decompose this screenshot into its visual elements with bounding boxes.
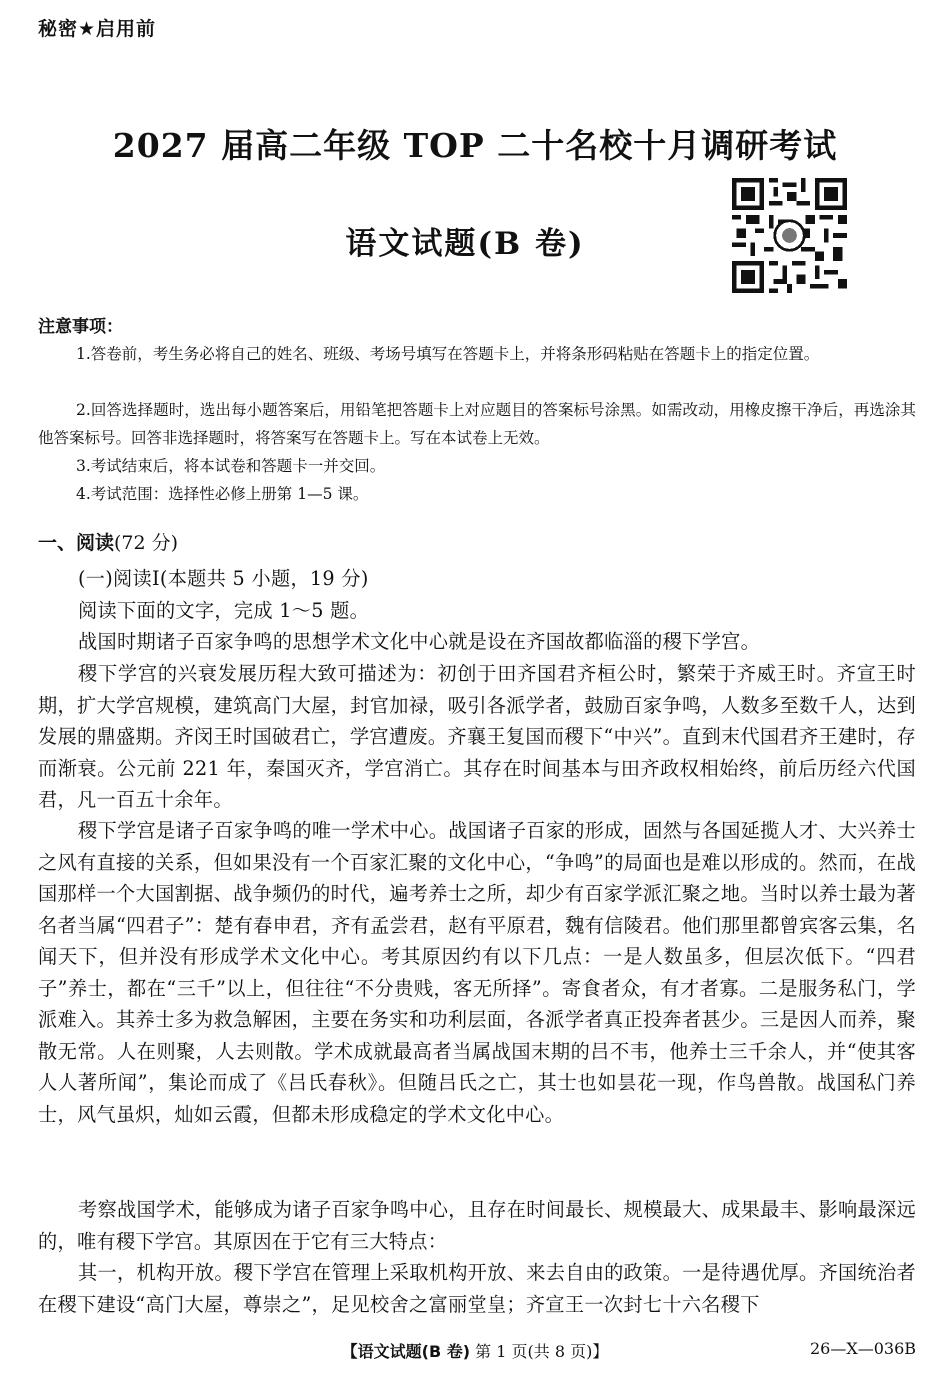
subject-title: 语文试题(B 卷) xyxy=(345,226,585,262)
section-heading xyxy=(38,528,178,555)
reading-instruction: 阅读下面的文字，完成 1～5 题。 xyxy=(78,599,370,622)
notice-item-4: 4.考试范围：选择性必修上册第 1—5 课。 xyxy=(76,485,369,503)
page-footer xyxy=(0,1339,950,1362)
paragraph-2: 稷下学宫的兴衰发展历程大致可描述为：初创于田齐国君齐桓公时，繁荣于齐威王时。齐宣王时期，扩大学宫规模，建筑高门大屋，封官加禄，吸引各派学者，鼓励百家争鸣，人数多至数千人，达到发展的鼎盛期。齐闵王时国破君亡，学宫遭废。齐襄王复国而稷下“中兴”。直到末代国君齐王建时，存而渐衰。公元前 221 年，秦国灭齐，学宫消亡。其存在时间基本与田齐政权相始终，前后历经六代国君，凡一百五十余年。 xyxy=(38,662,916,811)
notice-heading: 注意事项： xyxy=(38,317,123,337)
qr-code-icon xyxy=(732,178,847,293)
section-score: (72 分) xyxy=(114,532,179,554)
notice-item-1: 1.答卷前，考生务必将自己的姓名、班级、考场号填写在答题卡上，并将条形码粘贴在答题卡上的指定位置。 xyxy=(76,345,820,363)
section-title: 一、阅读 xyxy=(38,532,115,554)
notice-item-3: 3.考试结束后，将本试卷和答题卡一并交回。 xyxy=(76,457,386,475)
notice-item-2: 2.回答选择题时，选出每小题答案后，用铅笔把答题卡上对应题目的答案标号涂黑。如需改动，用橡皮擦干净后，再选涂其他答案标号。回答非选择题时，将答案写在答题卡上。写在本试卷上无效。 xyxy=(38,401,916,447)
paper-code: 26—X—036B xyxy=(809,1339,916,1358)
paragraph-3: 稷下学宫是诸子百家争鸣的唯一学术中心。战国诸子百家的形成，固然与各国延揽人才、大兴养士之风有直接的关系，但如果没有一个百家汇聚的文化中心，“争鸣”的局面也是难以形成的。然而，在战国那样一个大国割据、战争频仍的时代，遍考养士之所，却少有百家学派汇聚之地。当时以养士最为著名者当属“四君子”：楚有春申君，齐有孟尝君，赵有平原君，魏有信陵君。他们那里都曾宾客云集，名闻天下，但并没有形成学术文化中心。考其原因约有以下几点：一是人数虽多，但层次低下。“四君子”养士，都在“三千”以上，但往往“不分贵贱，客无所择”。寄食者众，有才者寡。二是服务私门，学派难入。其养士多为救急解困，主要在务实和功利层面，各派学者真正投奔者甚少。三是因人而养，聚散无常。人在则聚，人去则散。学术成就最高者当属战国末期的吕不韦，他养士三千余人，并“使其客人人著所闻”，集论而成了《吕氏春秋》。但随吕氏之亡，其士也如昙花一现，作鸟兽散。战国私门养士，风气虽炽，灿如云霞，但都未形成稳定的学术文化中心。 xyxy=(38,819,916,1126)
footer-title: 【语文试题(B 卷) xyxy=(341,1342,471,1361)
exam-title: 2027 届高二年级 TOP 二十名校十月调研考试 xyxy=(112,126,838,165)
sub-section-heading: (一)阅读Ⅰ(本题共 5 小题，19 分) xyxy=(78,567,369,590)
paragraph-5: 其一，机构开放。稷下学宫在管理上采取机构开放、来去自由的政策。一是待遇优厚。齐国统治者在稷下建设“高门大屋，尊崇之”，足见校舍之富丽堂皇；齐宣王一次封七十六名稷下 xyxy=(38,1261,916,1316)
confidential-label: 秘密★启用前 xyxy=(38,18,157,40)
paragraph-4: 考察战国学术，能够成为诸子百家争鸣中心，且存在时间最长、规模最大、成果最丰、影响最深远的，唯有稷下学宫。其原因在于它有三大特点： xyxy=(38,1198,916,1253)
footer-page-number: 第 1 页(共 8 页)】 xyxy=(475,1342,609,1361)
paragraph-1: 战国时期诸子百家争鸣的思想学术文化中心就是设在齐国故都临淄的稷下学宫。 xyxy=(78,630,761,653)
